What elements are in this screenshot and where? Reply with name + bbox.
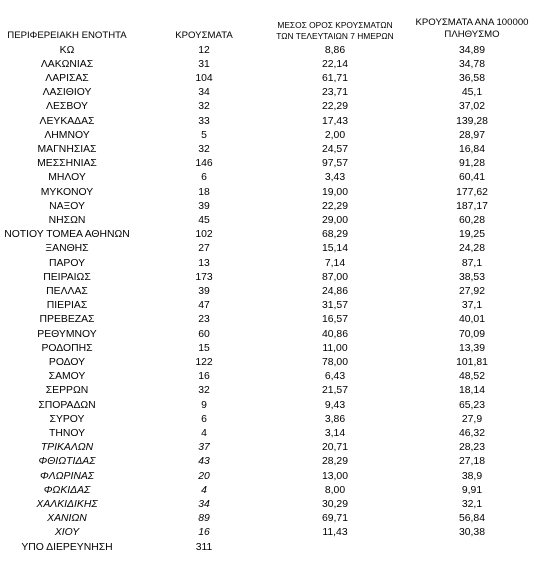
table-row: [0, 526, 543, 540]
per100k-cell: 32,1: [461, 498, 483, 510]
region-cell: ΛΕΥΚΑΔΑΣ: [39, 115, 95, 127]
table-row: [0, 384, 543, 398]
avg7-cell: 97,57: [321, 158, 348, 170]
per100k-cell: 87,1: [461, 257, 483, 269]
per100k-cell: 9,91: [461, 484, 483, 496]
region-cell: ΣΠΟΡΑΔΩΝ: [38, 399, 96, 411]
cases-cell: 122: [195, 356, 213, 368]
region-cell: ΜΑΓΝΗΣΙΑΣ: [37, 143, 97, 155]
region-cell: ΧΑΝΙΩΝ: [47, 513, 87, 525]
cases-cell: 16: [198, 371, 210, 383]
per100k-cell: 37,1: [461, 300, 483, 312]
region-cell: ΡΟΔΟΠΗΣ: [41, 342, 93, 354]
cases-cell: 5: [201, 129, 207, 141]
region-cell: ΝΗΣΩΝ: [48, 214, 86, 226]
region-cell: ΚΩ: [59, 44, 75, 56]
cases-cell: 311: [195, 541, 213, 553]
table-row: [0, 214, 543, 228]
region-cell: ΛΑΡΙΣΑΣ: [45, 72, 89, 84]
table-row: [0, 129, 543, 143]
region-cell: ΤΗΝΟΥ: [48, 427, 86, 439]
per100k-cell: 177,62: [456, 186, 488, 198]
cases-cell: 45: [198, 214, 210, 226]
per100k-cell: 28,23: [458, 442, 485, 454]
avg7-cell: 31,57: [321, 300, 348, 312]
cases-cell: 39: [198, 200, 210, 212]
region-cell: ΠΡΕΒΕΖΑΣ: [39, 314, 95, 326]
table-row: [0, 157, 543, 171]
per100k-cell: 65,23: [458, 399, 485, 411]
per100k-cell: 60,41: [458, 172, 485, 184]
cases-cell: 6: [201, 413, 207, 425]
header-per100k-line2: ΠΛΗΘΥΣΜΟ: [444, 29, 500, 40]
region-cell: ΜΥΚΟΝΟΥ: [40, 186, 94, 198]
per100k-cell: 27,9: [461, 413, 483, 425]
cases-cell: 4: [201, 484, 207, 496]
per100k-cell: 38,53: [458, 271, 485, 283]
table-row: [0, 470, 543, 484]
per100k-cell: 45,1: [461, 87, 483, 99]
region-cell: ΝΑΞΟΥ: [49, 200, 85, 212]
per100k-cell: 27,92: [458, 285, 485, 297]
per100k-cell: 28,97: [458, 129, 485, 141]
avg7-cell: 68,29: [321, 229, 348, 241]
per100k-cell: 34,89: [458, 44, 485, 56]
cases-cell: 18: [198, 186, 210, 198]
cases-cell: 23: [198, 314, 210, 326]
avg7-cell: 30,29: [321, 498, 348, 510]
table-row: [0, 512, 543, 526]
region-cell: ΛΑΣΙΘΙΟΥ: [42, 87, 92, 99]
region-cell: ΣΥΡΟΥ: [49, 413, 85, 425]
avg7-cell: 13,00: [321, 470, 348, 482]
region-cell: ΛΕΣΒΟΥ: [46, 101, 88, 113]
table-row: [0, 44, 543, 58]
table-row: [0, 413, 543, 427]
per100k-cell: 70,09: [458, 328, 485, 340]
region-cell: ΣΕΡΡΩΝ: [45, 385, 89, 397]
table-row: [0, 342, 543, 356]
table-row: [0, 86, 543, 100]
region-cell: ΦΛΩΡΙΝΑΣ: [39, 470, 94, 482]
avg7-cell: 69,71: [321, 513, 348, 525]
per100k-cell: 187,17: [456, 200, 488, 212]
table-row: [0, 399, 543, 413]
per100k-cell: 38,9: [461, 470, 483, 482]
region-cell: ΥΠΟ ΔΙΕΡΕΥΝΗΣΗ: [21, 541, 113, 553]
cases-cell: 16: [198, 527, 210, 539]
table-row: [0, 171, 543, 185]
table-row: [0, 186, 543, 200]
avg7-cell: 15,14: [321, 243, 348, 255]
per100k-cell: 13,39: [458, 342, 485, 354]
cases-cell: 27: [198, 243, 210, 255]
region-cell: ΦΩΚΙΔΑΣ: [43, 484, 91, 496]
table-row: [0, 328, 543, 342]
avg7-cell: 22,29: [321, 200, 348, 212]
avg7-cell: 24,86: [321, 285, 348, 297]
table-row: [0, 58, 543, 72]
region-cell: ΞΑΝΘΗΣ: [45, 243, 89, 255]
avg7-cell: 24,57: [321, 143, 348, 155]
cases-cell: 15: [198, 342, 210, 354]
avg7-cell: 17,43: [321, 115, 348, 127]
table-row: [0, 299, 543, 313]
table-row: [0, 441, 543, 455]
cases-cell: 60: [198, 328, 210, 340]
table-row: [0, 143, 543, 157]
table-row: [0, 271, 543, 285]
cases-cell: 20: [198, 470, 210, 482]
per100k-cell: 40,01: [458, 314, 485, 326]
cases-cell: 32: [198, 101, 210, 113]
avg7-cell: 87,00: [321, 271, 348, 283]
per100k-cell: 27,18: [458, 456, 485, 468]
avg7-cell: 11,00: [322, 342, 348, 354]
cases-cell: 173: [195, 271, 213, 283]
region-cell: ΡΟΔΟΥ: [48, 356, 86, 368]
avg7-cell: 19,00: [321, 186, 348, 198]
header-per100k-line1: ΚΡΟΥΣΜΑΤΑ ΑΝΑ 100000: [415, 17, 529, 28]
region-cell: ΧΙΟΥ: [54, 527, 80, 539]
cases-cell: 89: [198, 513, 210, 525]
table-row: [0, 100, 543, 114]
cases-cell: 32: [198, 385, 210, 397]
region-cell: ΛΑΚΩΝΙΑΣ: [40, 58, 94, 70]
cases-cell: 39: [198, 285, 210, 297]
cases-cell: 4: [201, 427, 207, 439]
avg7-cell: 61,71: [321, 72, 348, 84]
region-cell: ΠΕΙΡΑΙΩΣ: [43, 271, 91, 283]
avg7-cell: 21,57: [321, 385, 348, 397]
region-cell: ΣΑΜΟΥ: [48, 371, 86, 383]
region-cell: ΠΑΡΟΥ: [48, 257, 86, 269]
cases-cell: 104: [195, 72, 213, 84]
per100k-cell: 56,84: [458, 513, 485, 525]
region-cell: ΦΘΙΩΤΙΔΑΣ: [38, 456, 96, 468]
region-cell: ΧΑΛΚΙΔΙΚΗΣ: [36, 498, 98, 510]
avg7-cell: 22,14: [321, 58, 348, 70]
header-avg7-line2: ΤΩΝ ΤΕΛΕΥΤΑΙΩΝ 7 ΗΜΕΡΩΝ: [276, 31, 394, 41]
region-cell: ΠΕΛΛΑΣ: [46, 285, 88, 297]
table-row: [0, 370, 543, 384]
region-cell: ΜΕΣΣΗΝΙΑΣ: [37, 158, 97, 170]
per100k-cell: 19,25: [458, 229, 485, 241]
avg7-cell: 3,43: [324, 172, 346, 184]
avg7-cell: 8,00: [324, 484, 346, 496]
cases-cell: 34: [198, 87, 210, 99]
cases-cell: 32: [198, 143, 210, 155]
table-row: [0, 72, 543, 86]
table-row: [0, 427, 543, 441]
avg7-cell: 28,29: [321, 456, 348, 468]
avg7-cell: 78,00: [321, 356, 348, 368]
per100k-cell: 139,28: [456, 115, 488, 127]
cases-cell: 102: [195, 229, 213, 241]
cases-cell: 43: [198, 456, 210, 468]
region-cell: ΠΙΕΡΙΑΣ: [46, 300, 88, 312]
cases-cell: 47: [198, 300, 210, 312]
table-row: [0, 356, 543, 370]
table-row: [0, 285, 543, 299]
avg7-cell: 11,43: [322, 527, 348, 539]
table-row: [0, 484, 543, 498]
cases-cell: 9: [201, 399, 207, 411]
header-cases: ΚΡΟΥΣΜΑΤΑ: [175, 30, 233, 41]
table-row: [0, 242, 543, 256]
per100k-cell: 37,02: [458, 101, 485, 113]
per100k-cell: 36,58: [458, 72, 485, 84]
table-row: [0, 228, 543, 242]
avg7-cell: 8,86: [324, 44, 346, 56]
avg7-cell: 20,71: [321, 442, 348, 454]
cases-cell: 13: [198, 257, 210, 269]
region-cell: ΛΗΜΝΟΥ: [44, 129, 90, 141]
table-row: [0, 257, 543, 271]
cases-cell: 37: [198, 442, 210, 454]
per100k-cell: 46,32: [458, 427, 485, 439]
cases-cell: 33: [198, 115, 210, 127]
per100k-cell: 48,52: [458, 371, 485, 383]
header-region: ΠΕΡΙΦΕΡΕΙΑΚΗ ΕΝΟΤΗΤΑ: [7, 30, 127, 41]
table-row: [0, 498, 543, 512]
per100k-cell: 24,28: [458, 243, 485, 255]
per100k-cell: 101,81: [456, 356, 488, 368]
cases-cell: 6: [201, 172, 207, 184]
per100k-cell: 18,14: [458, 385, 485, 397]
table-row: [0, 200, 543, 214]
region-cell: ΜΗΛΟΥ: [48, 172, 86, 184]
per100k-cell: 34,78: [458, 58, 485, 70]
per100k-cell: 91,28: [458, 158, 485, 170]
avg7-cell: 7,14: [324, 257, 346, 269]
region-cell: ΤΡΙΚΑΛΩΝ: [40, 442, 94, 454]
avg7-cell: 9,43: [324, 399, 346, 411]
avg7-cell: 22,29: [321, 101, 348, 113]
region-cell: ΝΟΤΙΟΥ ΤΟΜΕΑ ΑΘΗΝΩΝ: [4, 229, 130, 241]
avg7-cell: 6,43: [324, 371, 346, 383]
avg7-cell: 2,00: [324, 129, 346, 141]
per100k-cell: 60,28: [458, 214, 485, 226]
avg7-cell: 3,86: [324, 413, 346, 425]
avg7-cell: 40,86: [321, 328, 348, 340]
cases-cell: 12: [198, 44, 210, 56]
cases-cell: 146: [195, 158, 213, 170]
per100k-cell: 30,38: [458, 527, 485, 539]
per100k-cell: 16,84: [458, 143, 485, 155]
table-row: [0, 115, 543, 129]
region-cell: ΡΕΘΥΜΝΟΥ: [37, 328, 97, 340]
table-row: [0, 541, 543, 555]
cases-cell: 31: [198, 58, 210, 70]
avg7-cell: 29,00: [321, 214, 348, 226]
header-avg7-line1: ΜΕΣΟΣ ΟΡΟΣ ΚΡΟΥΣΜΑΤΩΝ: [277, 20, 393, 30]
table-row: [0, 313, 543, 327]
avg7-cell: 16,57: [321, 314, 348, 326]
table-row: [0, 455, 543, 469]
avg7-cell: 23,71: [321, 87, 348, 99]
avg7-cell: 3,14: [324, 427, 346, 439]
cases-cell: 34: [198, 498, 210, 510]
